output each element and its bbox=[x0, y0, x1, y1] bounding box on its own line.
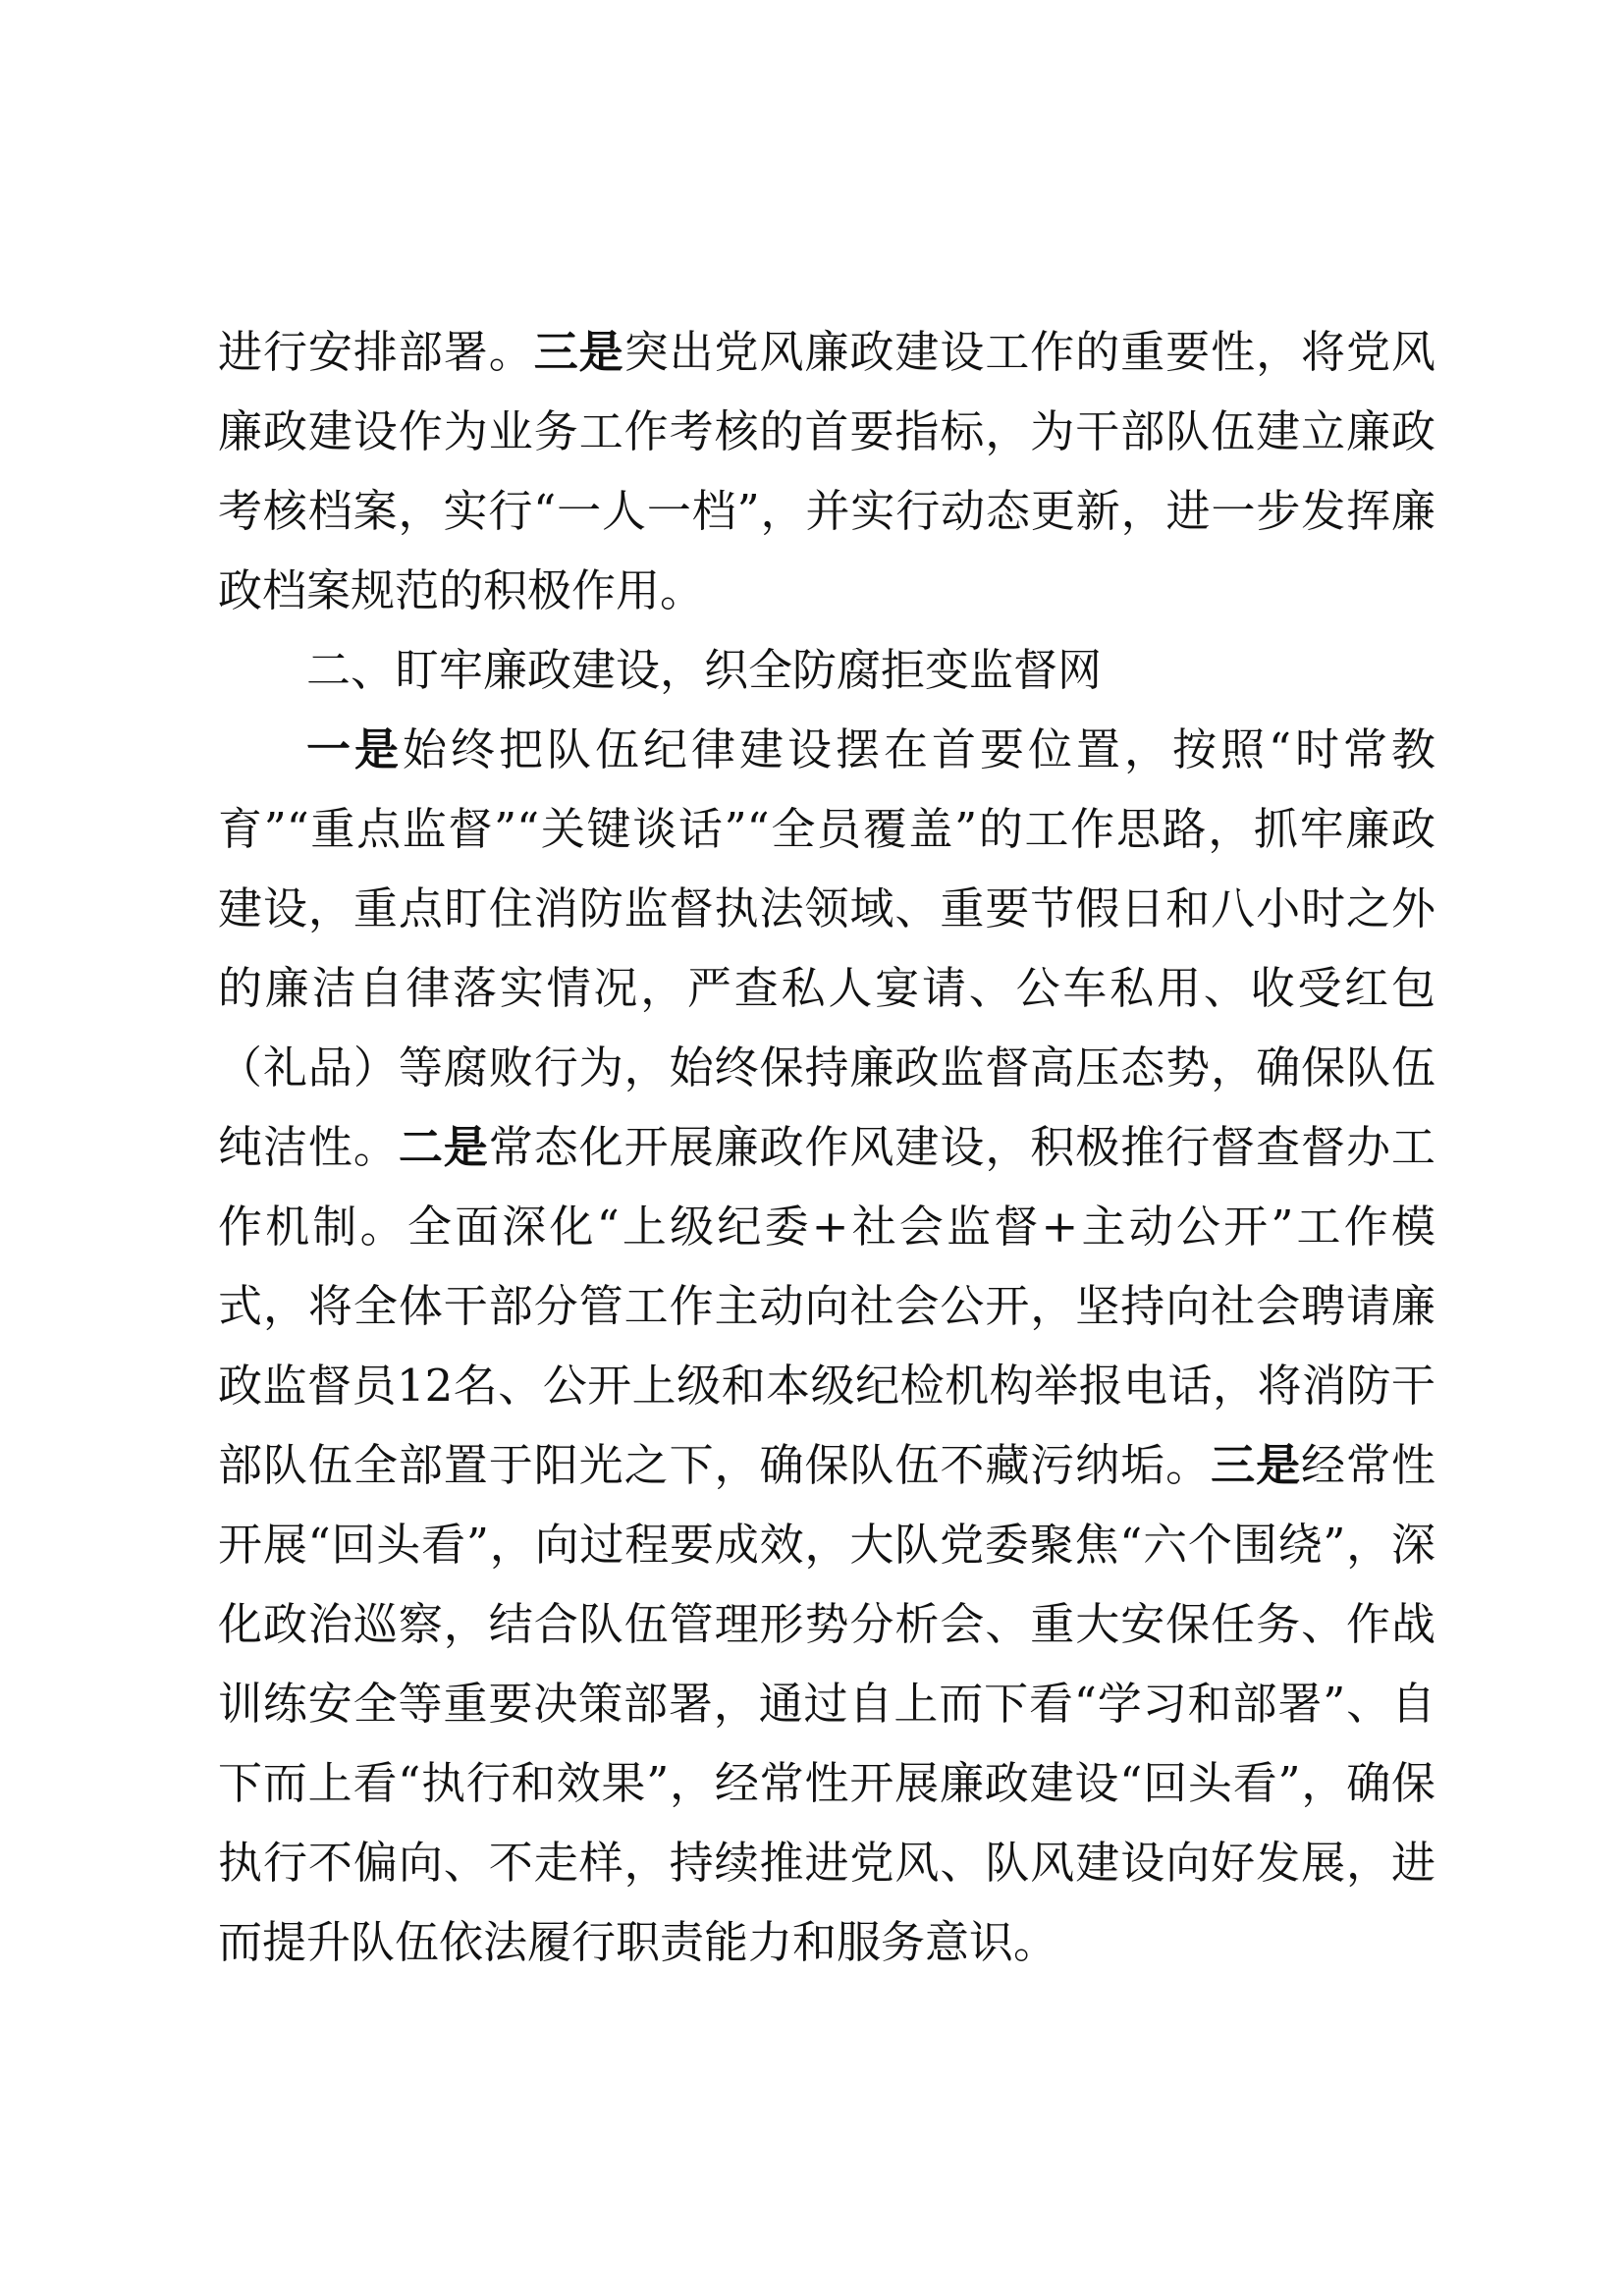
section-heading: 二、盯牢廉政建设，织全防腐拒变监督网 bbox=[306, 644, 1103, 696]
paragraph-text: 经常性开展“回头看”，向过程要成效，大队党委聚焦“六个围绕”，深化政治巡察，结合队伍管理形势分析会、重大安保任务、作战训练安全等重要决策部署，通过自上而下看“学习和部署”、自下而上看“执行和效果”，经常性开展廉政建设“回头看”，确保执行不偏向、不走样，持续推进党风、队风建设向好发展，进而提升队伍依法履行职责能力和服务意识。 bbox=[218, 1439, 1435, 1968]
bold-lead-san-shi: 三是 bbox=[1211, 1439, 1302, 1491]
paragraph-section-two bbox=[218, 710, 1435, 1982]
bold-lead-er-shi: 二是 bbox=[398, 1121, 489, 1173]
paragraph-text: 突出党风廉政建设工作的重要性，将党风廉政建设作为业务工作考核的首要指标，为干部队伍建立廉政考核档案，实行“一人一档”，并实行动态更新，进一步发挥廉政档案规范的积极作用。 bbox=[218, 326, 1435, 616]
document-body bbox=[218, 312, 1435, 1982]
bold-lead-yi-shi: 一是 bbox=[306, 723, 403, 775]
bold-lead-san-shi: 三是 bbox=[533, 326, 624, 378]
paragraph-continued bbox=[218, 312, 1435, 630]
paragraph-text: 始终把队伍纪律建设摆在首要位置，按照“时常教育”“重点监督”“关键谈话”“全员覆盖”的工作思路，抓牢廉政建设，重点盯住消防监督执法领域、重要节假日和八小时之外的廉洁自律落实情况，严查私人宴请、公车私用、收受红包（礼品）等腐败行为，始终保持廉政监督高压态势，确保队伍纯洁性。 bbox=[218, 723, 1435, 1173]
paragraph-text: 进行安排部署。 bbox=[218, 326, 534, 378]
paragraph-text: 常态化开展廉政作风建设，积极推行督查督办工作机制。全面深化“上级纪委+社会监督+主动公开”工作模式，将全体干部分管工作主动向社会公开，坚持向社会聘请廉政监督员12名、公开上级和本级纪检机构举报电话，将消防干部队伍全部置于阳光之下，确保队伍不藏污纳垢。 bbox=[218, 1121, 1435, 1491]
